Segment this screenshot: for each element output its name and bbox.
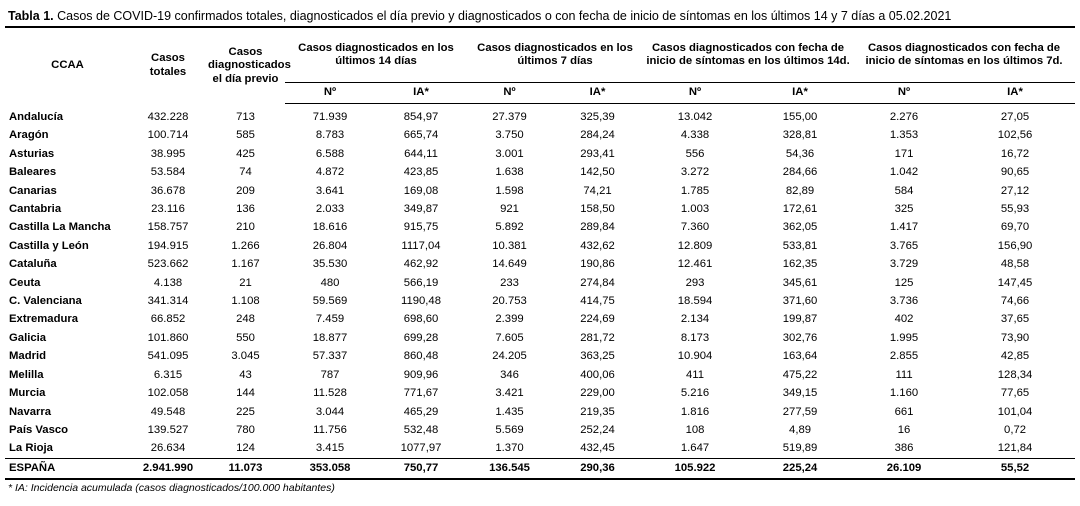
value-cell: 144 — [236, 387, 255, 400]
table-row — [5, 200, 1075, 218]
value-cell: 462,92 — [403, 258, 439, 271]
value-cell: 8.173 — [680, 331, 710, 344]
value-cell: 1190,48 — [401, 295, 441, 308]
value-cell: 136 — [236, 203, 255, 216]
table-row — [5, 104, 1075, 127]
ccaa-name-cell: Murcia — [9, 387, 46, 400]
value-cell: 108 — [685, 423, 705, 436]
covid-cases-table — [5, 26, 1075, 480]
subheader-n: Nº — [467, 83, 552, 104]
value-cell: 3.421 — [495, 387, 524, 400]
value-cell: 284,66 — [782, 166, 818, 179]
value-cell: 533,81 — [782, 239, 818, 252]
subheader-ia: IA* — [955, 83, 1075, 104]
value-cell: 2.941.990 — [130, 458, 206, 479]
value-cell: 1.370 — [495, 442, 524, 455]
value-cell: 100.714 — [147, 129, 189, 142]
value-cell: 699,28 — [403, 331, 439, 344]
value-cell: 860,48 — [403, 350, 439, 363]
value-cell: 209 — [236, 184, 255, 197]
value-cell: 921 — [500, 203, 519, 216]
value-cell: 1.785 — [680, 184, 710, 197]
value-cell: 284,24 — [580, 129, 615, 142]
value-cell: 302,76 — [782, 331, 818, 344]
value-cell: 1.108 — [231, 295, 260, 308]
value-cell: 2.134 — [680, 313, 710, 326]
table-row — [5, 182, 1075, 200]
ccaa-name-cell: Navarra — [9, 405, 52, 418]
value-cell: 4.138 — [153, 276, 183, 289]
ccaa-name-cell: Extremadura — [9, 313, 79, 326]
value-cell: 3.750 — [495, 129, 524, 142]
table-row — [5, 274, 1075, 292]
value-cell: 5.216 — [680, 387, 710, 400]
value-cell: 156,90 — [997, 239, 1033, 252]
value-cell: 0,72 — [1004, 423, 1027, 436]
value-cell: 105.922 — [643, 458, 747, 479]
value-cell: 854,97 — [403, 111, 439, 123]
value-cell: 1.266 — [231, 239, 260, 252]
value-cell: 16,72 — [1000, 147, 1030, 160]
value-cell: 57.337 — [312, 350, 348, 363]
value-cell: 8.783 — [315, 129, 345, 142]
value-cell: 73,90 — [1000, 331, 1030, 344]
value-cell: 37,65 — [1000, 313, 1030, 326]
value-cell: 155,00 — [782, 111, 818, 123]
value-cell: 3.729 — [889, 258, 919, 271]
value-cell: 475,22 — [782, 368, 818, 381]
value-cell: 10.381 — [492, 239, 527, 252]
value-cell: 20.753 — [492, 295, 527, 308]
subheader-n: Nº — [643, 83, 747, 104]
value-cell: 289,84 — [580, 221, 615, 234]
value-cell: 158,50 — [580, 203, 615, 216]
value-cell: 1.598 — [495, 184, 524, 197]
value-cell: 7.459 — [315, 313, 345, 326]
value-cell: 698,60 — [403, 313, 439, 326]
value-cell: 293,41 — [580, 147, 615, 160]
header-sintomas-7: Casos diagnosticados con fecha de inicio de síntomas en los últimos 7d. — [853, 27, 1075, 83]
caption-text: Casos de COVID-19 confirmados totales, diagnosticados el día previo y diagnosticados o con fecha de inicio de síntomas en los últimos 14 y 7 días a 05.02.2021 — [53, 9, 952, 23]
value-cell: 229,00 — [580, 387, 615, 400]
value-cell: 248 — [236, 313, 255, 326]
subheader-ia: IA* — [552, 83, 643, 104]
value-cell: 523.662 — [147, 258, 189, 271]
value-cell: 3.765 — [889, 239, 919, 252]
value-cell: 102,56 — [997, 129, 1033, 142]
value-cell: 4,89 — [789, 423, 812, 436]
value-cell: 10.904 — [677, 350, 713, 363]
caption-label: Tabla 1. — [8, 9, 54, 23]
table-row — [5, 145, 1075, 163]
value-cell: 24.205 — [492, 350, 527, 363]
value-cell: 13.042 — [677, 111, 713, 123]
value-cell: 432,62 — [580, 239, 615, 252]
value-cell: 5.569 — [495, 423, 524, 436]
value-cell: 1.638 — [495, 166, 524, 179]
value-cell: 111 — [895, 368, 913, 381]
value-cell: 53.584 — [150, 166, 186, 179]
value-cell: 54,36 — [785, 147, 815, 160]
table-row — [5, 163, 1075, 181]
value-cell: 90,65 — [1000, 166, 1030, 179]
value-cell: 1.353 — [889, 129, 919, 142]
value-cell: 780 — [236, 423, 255, 436]
value-cell: 18.594 — [677, 295, 713, 308]
value-cell: 290,36 — [552, 458, 643, 479]
value-cell: 465,29 — [403, 405, 439, 418]
value-cell: 532,48 — [403, 423, 439, 436]
value-cell: 661 — [894, 405, 914, 418]
value-cell: 74 — [239, 166, 252, 179]
value-cell: 750,77 — [375, 458, 467, 479]
subheader-ia: IA* — [375, 83, 467, 104]
value-cell: 585 — [236, 129, 255, 142]
value-cell: 2.276 — [889, 111, 919, 123]
table-row — [5, 237, 1075, 255]
value-cell: 325 — [894, 203, 914, 216]
ccaa-name-cell: ESPAÑA — [5, 458, 130, 479]
value-cell: 26.804 — [312, 239, 348, 252]
value-cell: 325,39 — [580, 111, 615, 123]
value-cell: 128,34 — [997, 368, 1033, 381]
value-cell: 48,58 — [1000, 258, 1030, 271]
value-cell: 1117,04 — [401, 239, 441, 252]
value-cell: 665,74 — [403, 129, 439, 142]
table-row — [5, 218, 1075, 236]
value-cell: 411 — [686, 368, 705, 381]
value-cell: 402 — [894, 313, 914, 326]
header-diag-7: Casos diagnosticados en los últimos 7 días — [467, 27, 643, 83]
ccaa-name-cell: Baleares — [9, 166, 57, 179]
value-cell: 35.530 — [312, 258, 348, 271]
ccaa-name-cell: Cantabria — [9, 203, 62, 216]
value-cell: 147,45 — [997, 276, 1033, 289]
value-cell: 1.435 — [495, 405, 524, 418]
value-cell: 11.528 — [313, 387, 347, 400]
value-cell: 16 — [897, 423, 911, 436]
subheader-n: Nº — [853, 83, 955, 104]
value-cell: 1.816 — [680, 405, 710, 418]
value-cell: 1.160 — [889, 387, 919, 400]
value-cell: 341.314 — [147, 295, 189, 308]
value-cell: 353.058 — [285, 458, 375, 479]
value-cell: 163,64 — [782, 350, 818, 363]
value-cell: 2.399 — [495, 313, 524, 326]
value-cell: 349,87 — [403, 203, 439, 216]
value-cell: 102.058 — [147, 387, 189, 400]
ccaa-name-cell: Madrid — [9, 350, 47, 363]
value-cell: 59.569 — [312, 295, 348, 308]
value-cell: 432.228 — [147, 110, 189, 123]
value-cell: 11.073 — [206, 458, 285, 479]
table-row — [5, 292, 1075, 310]
value-cell: 82,89 — [785, 184, 815, 197]
table-row — [5, 126, 1075, 144]
value-cell: 55,93 — [1000, 203, 1030, 216]
ccaa-name-cell: La Rioja — [9, 442, 53, 455]
value-cell: 3.641 — [315, 184, 345, 197]
table-row — [5, 384, 1075, 402]
value-cell: 787 — [320, 368, 340, 381]
footnote: * IA: Incidencia acumulada (casos diagnosticados/100.000 habitantes) — [8, 482, 335, 494]
value-cell: 4.872 — [315, 166, 345, 179]
value-cell: 219,35 — [580, 405, 615, 418]
value-cell: 371,60 — [782, 295, 818, 308]
value-cell: 77,65 — [1000, 387, 1030, 400]
ccaa-name-cell: Castilla y León — [9, 239, 89, 252]
value-cell: 771,67 — [403, 387, 439, 400]
header-casos-totales: Casos totales — [130, 27, 206, 104]
value-cell: 328,81 — [782, 129, 818, 142]
value-cell: 915,75 — [403, 221, 439, 234]
value-cell: 49.548 — [150, 405, 186, 418]
header-diag-14: Casos diagnosticados en los últimos 14 días — [285, 27, 467, 83]
value-cell: 43 — [239, 368, 252, 381]
value-cell: 224,69 — [580, 313, 615, 326]
value-cell: 432,45 — [580, 442, 615, 455]
value-cell: 3.045 — [231, 350, 260, 363]
ccaa-name-cell: Melilla — [9, 368, 44, 381]
value-cell: 225 — [236, 405, 255, 418]
value-cell: 26.109 — [853, 458, 955, 479]
value-cell: 27,05 — [1000, 111, 1030, 123]
value-cell: 1.167 — [231, 258, 260, 271]
value-cell: 42,85 — [1000, 350, 1030, 363]
value-cell: 36.678 — [150, 184, 186, 197]
value-cell: 158.757 — [147, 221, 189, 234]
value-cell: 5.892 — [495, 221, 524, 234]
table-row — [5, 329, 1075, 347]
value-cell: 23.116 — [151, 203, 185, 216]
value-cell: 550 — [236, 331, 255, 344]
value-cell: 1.417 — [889, 221, 919, 234]
value-cell: 210 — [236, 221, 255, 234]
value-cell: 74,66 — [1000, 295, 1030, 308]
value-cell: 363,25 — [580, 350, 615, 363]
value-cell: 3.001 — [495, 147, 524, 160]
ccaa-name-cell: Ceuta — [9, 276, 41, 289]
value-cell: 14.649 — [492, 258, 527, 271]
value-cell: 6.315 — [153, 368, 183, 381]
table-caption — [8, 9, 951, 23]
value-cell: 519,89 — [782, 442, 818, 455]
value-cell: 541.095 — [147, 350, 189, 363]
value-cell: 909,96 — [403, 368, 439, 381]
table-row-total — [5, 458, 1075, 479]
ccaa-name-cell: Galicia — [9, 331, 47, 344]
value-cell: 55,52 — [955, 458, 1075, 479]
value-cell: 1.995 — [889, 331, 919, 344]
value-cell: 3.044 — [315, 405, 345, 418]
ccaa-name-cell: C. Valenciana — [9, 295, 82, 308]
header-sintomas-14: Casos diagnosticados con fecha de inicio de síntomas en los últimos 14d. — [643, 27, 853, 83]
value-cell: 480 — [320, 276, 340, 289]
value-cell: 38.995 — [150, 147, 186, 160]
value-cell: 101.860 — [147, 331, 189, 344]
subheader-ia: IA* — [747, 83, 853, 104]
subheader-n: Nº — [285, 83, 375, 104]
value-cell: 101,04 — [997, 405, 1033, 418]
value-cell: 194.915 — [147, 239, 189, 252]
value-cell: 423,85 — [403, 166, 439, 179]
value-cell: 2.855 — [889, 350, 919, 363]
value-cell: 4.338 — [680, 129, 710, 142]
ccaa-name-cell: Andalucía — [9, 110, 63, 123]
value-cell: 2.033 — [315, 203, 345, 216]
ccaa-name-cell: País Vasco — [9, 423, 69, 436]
value-cell: 136.545 — [467, 458, 552, 479]
value-cell: 425 — [236, 147, 255, 160]
value-cell: 12.461 — [677, 258, 713, 271]
value-cell: 274,84 — [580, 276, 615, 289]
ccaa-name-cell: Canarias — [9, 184, 57, 197]
value-cell: 74,21 — [583, 184, 612, 197]
value-cell: 3.736 — [889, 295, 919, 308]
value-cell: 556 — [685, 147, 705, 160]
value-cell: 26.634 — [150, 442, 186, 455]
value-cell: 7.605 — [495, 331, 524, 344]
value-cell: 142,50 — [580, 166, 615, 179]
header-ccaa: CCAA — [5, 27, 130, 104]
value-cell: 281,72 — [580, 331, 615, 344]
value-cell: 225,24 — [747, 458, 853, 479]
value-cell: 414,75 — [580, 295, 615, 308]
ccaa-name-cell: Asturias — [9, 147, 55, 160]
value-cell: 6.588 — [315, 147, 345, 160]
value-cell: 18.616 — [312, 221, 348, 234]
value-cell: 584 — [894, 184, 914, 197]
value-cell: 293 — [685, 276, 705, 289]
value-cell: 362,05 — [782, 221, 818, 234]
value-cell: 3.272 — [680, 166, 710, 179]
value-cell: 252,24 — [580, 423, 615, 436]
header-dia-previo: Casos diagnosticados el día previo — [206, 27, 285, 104]
value-cell: 1.647 — [680, 442, 710, 455]
value-cell: 346 — [500, 368, 519, 381]
table-row — [5, 421, 1075, 439]
value-cell: 644,11 — [404, 147, 438, 160]
value-cell: 277,59 — [782, 405, 818, 418]
table-row — [5, 347, 1075, 365]
value-cell: 124 — [236, 442, 255, 455]
value-cell: 349,15 — [782, 387, 818, 400]
value-cell: 162,35 — [782, 258, 818, 271]
table-row — [5, 310, 1075, 328]
value-cell: 12.809 — [677, 239, 713, 252]
value-cell: 400,06 — [580, 368, 615, 381]
value-cell: 7.360 — [680, 221, 710, 234]
value-cell: 1077,97 — [400, 442, 442, 455]
table-row — [5, 403, 1075, 421]
value-cell: 190,86 — [580, 258, 615, 271]
value-cell: 345,61 — [782, 276, 818, 289]
value-cell: 386 — [894, 442, 914, 455]
value-cell: 713 — [236, 110, 255, 123]
ccaa-name-cell: Cataluña — [9, 258, 57, 271]
table-row — [5, 255, 1075, 273]
value-cell: 121,84 — [997, 442, 1033, 455]
value-cell: 27,12 — [1000, 184, 1030, 197]
value-cell: 1.003 — [680, 203, 710, 216]
value-cell: 69,70 — [1000, 221, 1030, 234]
value-cell: 18.877 — [312, 331, 348, 344]
value-cell: 171 — [894, 147, 914, 160]
value-cell: 66.852 — [150, 313, 186, 326]
table-row — [5, 366, 1075, 384]
value-cell: 3.415 — [315, 442, 345, 455]
table-row — [5, 439, 1075, 458]
value-cell: 71.939 — [312, 111, 348, 123]
value-cell: 199,87 — [782, 313, 818, 326]
ccaa-name-cell: Aragón — [9, 129, 49, 142]
value-cell: 11.756 — [313, 423, 347, 436]
value-cell: 1.042 — [889, 166, 919, 179]
value-cell: 139.527 — [147, 423, 189, 436]
value-cell: 169,08 — [403, 184, 439, 197]
ccaa-name-cell: Castilla La Mancha — [9, 221, 111, 234]
value-cell: 172,61 — [782, 203, 818, 216]
value-cell: 566,19 — [403, 276, 439, 289]
value-cell: 125 — [894, 276, 914, 289]
value-cell: 233 — [500, 276, 519, 289]
table-body — [5, 104, 1075, 479]
value-cell: 21 — [239, 276, 252, 289]
value-cell: 27.379 — [492, 111, 527, 123]
